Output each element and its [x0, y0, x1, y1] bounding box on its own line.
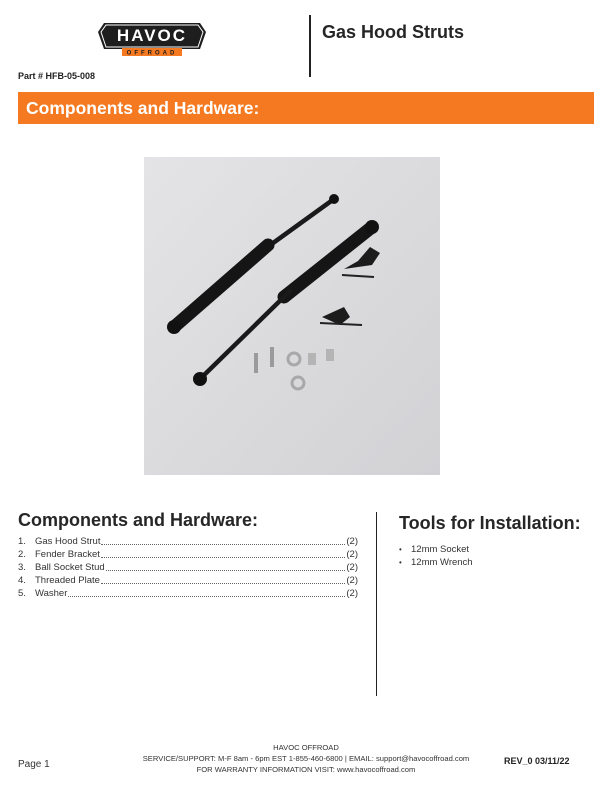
item-number: 5. — [18, 588, 26, 599]
header-divider — [309, 15, 311, 77]
components-title: Components and Hardware: — [18, 510, 259, 530]
dot-leader — [101, 544, 345, 545]
tool-name: 12mm Socket — [411, 544, 470, 555]
tools-title: Tools for Installation: — [399, 513, 581, 533]
footer-warranty: FOR WARRANTY INFORMATION VISIT: www.havocoffroad.com — [196, 765, 416, 774]
column-divider — [376, 512, 377, 696]
page-number: Page 1 — [18, 759, 50, 770]
footer-contact — [100, 742, 512, 775]
list-item — [399, 543, 473, 556]
item-name: Threaded Plate — [35, 575, 100, 586]
product-photo — [144, 157, 440, 475]
item-quantity: (2) — [346, 562, 358, 573]
list-item — [399, 556, 473, 569]
item-number: 3. — [18, 562, 26, 573]
item-quantity: (2) — [346, 588, 358, 599]
item-number: 2. — [18, 549, 26, 560]
dot-leader — [106, 570, 346, 571]
item-name: Washer — [35, 588, 68, 599]
section-banner — [18, 92, 594, 124]
footer-company: HAVOC OFFROAD — [273, 743, 339, 752]
svg-text:HAVOC: HAVOC — [116, 26, 188, 45]
havoc-offroad-logo — [96, 19, 208, 59]
item-quantity: (2) — [346, 536, 358, 547]
tool-name: 12mm Wrench — [411, 557, 473, 568]
list-item — [18, 574, 358, 587]
section-banner-title: Components and Hardware: — [26, 98, 260, 118]
bullet-icon: • — [399, 558, 402, 567]
revision-label: REV_0 03/11/22 — [504, 756, 570, 766]
dot-leader — [101, 583, 345, 584]
list-item — [18, 587, 358, 600]
bullet-icon: • — [399, 545, 402, 554]
item-name: Ball Socket Stud — [35, 562, 105, 573]
item-quantity: (2) — [346, 575, 358, 586]
item-number: 1. — [18, 536, 26, 547]
svg-text:OFFROAD: OFFROAD — [126, 50, 178, 57]
list-item — [18, 561, 358, 574]
part-number: Part # HFB-05-008 — [18, 71, 96, 81]
item-name: Gas Hood Strut — [35, 536, 101, 547]
tools-list — [399, 543, 473, 569]
dot-leader — [68, 596, 345, 597]
list-item — [18, 548, 358, 561]
list-item — [18, 535, 358, 548]
footer-support: SERVICE/SUPPORT: M-F 8am - 6pm EST 1-855-460-6800 | EMAIL: support@havocoffroad.com — [142, 754, 470, 763]
item-name: Fender Bracket — [35, 549, 100, 560]
item-quantity: (2) — [346, 549, 358, 560]
document-title: Gas Hood Struts — [322, 22, 465, 42]
components-list — [18, 535, 358, 600]
item-number: 4. — [18, 575, 26, 586]
dot-leader — [101, 557, 345, 558]
